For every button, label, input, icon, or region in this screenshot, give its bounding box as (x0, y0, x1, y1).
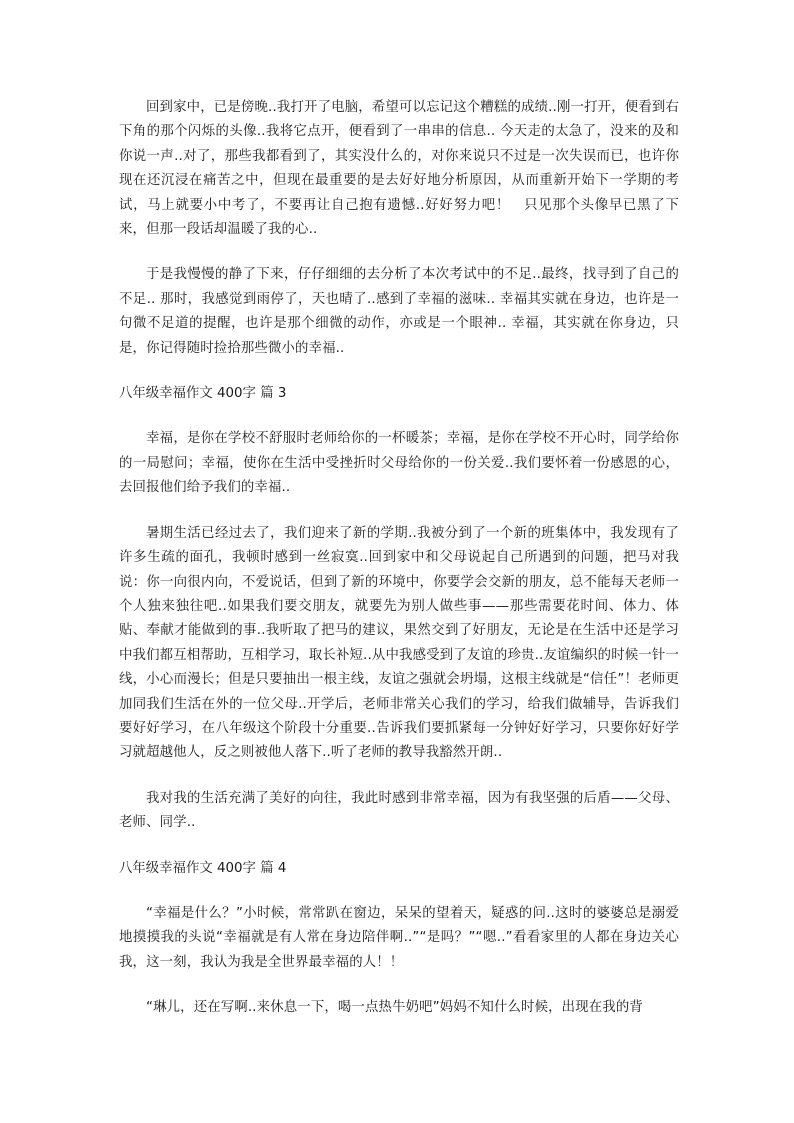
paragraph-spacer (119, 975, 679, 996)
paragraph: “幸福是什么？”小时候，常常趴在窗边，呆呆的望着天，疑惑的问..这时的婆婆总是溺爱地摸摸我的头说“幸福就是有人常在身边陪伴啊..”“是吗？”“嗯..”看看家里的人都在身边关心我，这一刻，我认为我是全世界最幸福的人！！ (119, 905, 679, 970)
section-heading: 八年级幸福作文 400字 篇 4 (119, 860, 287, 876)
paragraph: 回到家中，已是傍晚..我打开了电脑，希望可以忘记这个糟糕的成绩..刚一打开，便看到右下角的那个闪烁的头像..我将它点开，便看到了一串串的信息.. 今天走的太急了，没来的及和你说一声..对了，那些我都看到了，其实没什么的，对你来说只不过是一次失误而已，也许你现在还沉浸在痛苦之中，但现在最重要的是去好好地分析原因，从而重新开始下一学期的考试，马上就要小中考了，不要再让自己抱有遗憾..好好努力吧！ 只见那个头像早已黑了下来，但那一段话却温暖了我的心.. (119, 100, 679, 238)
paragraph-spacer (119, 766, 679, 787)
paragraph-spacer (119, 361, 679, 382)
section-heading: 八年级幸福作文 400字 篇 3 (119, 386, 287, 402)
paragraph-spacer (119, 242, 679, 263)
paragraph: 于是我慢慢的静了下来，仔仔细细的去分析了本次考试中的不足..最终，找寻到了自己的不足.. 那时，我感觉到雨停了，天也晴了..感到了幸福的滋味.. 幸福其实就在身边，也许是一句微不足道的提醒，也许是那个细微的动作，亦或是一个眼神.. 幸福，其实就在你身边，只是，你记得随时捡拾那些微小的幸福.. (119, 267, 679, 356)
paragraph: 幸福，是你在学校不舒服时老师给你的一杯暖茶；幸福，是你在学校不开心时，同学给你的一局慰问；幸福，使你在生活中受挫折时父母给你的一份关爱..我们要怀着一份感恩的心，去回报他们给予我们的幸福.. (119, 431, 679, 496)
paragraph: “琳儿，还在写啊..来休息一下，喝一点热牛奶吧”妈妈不知什么时候，出现在我的背 (146, 1000, 643, 1016)
paragraph-spacer (119, 836, 679, 857)
paragraph-spacer (119, 501, 679, 522)
paragraph: 暑期生活已经过去了，我们迎来了新的学期..我被分到了一个新的班集体中，我发现有了许多生疏的面孔，我顿时感到一丝寂寞..回到家中和父母说起自己所遇到的问题，把马对我说：你一向很内向，不爱说话，但到了新的环境中，你要学会交新的朋友，总不能每天老师一个人独来独往吧..如果我们要交朋友，就要先为别人做些事——那些需要花时间、体力、体贴、奉献才能做到的事..我听取了把马的建议，果然交到了好朋友，无论是在生活中还是学习中我们都互相帮助，互相学习，取长补短..从中我感受到了友谊的珍贵..友谊编织的时候一针一线，小心而漫长；但是只要抽出一根主线，友谊之强就会坍塌，这根主线就是“信任”！老师更加同我们生活在外的一位父母..开学后，老师非常关心我们的学习，给我们做辅导，告诉我们要好好学习，在八年级这个阶段十分重要..告诉我们要抓紧每一分钟好好学习，只要你好好学习就超越他人，反之则被他人落下..听了老师的教导我豁然开朗.. (119, 525, 679, 761)
paragraph-spacer (119, 881, 679, 902)
paragraph-spacer (119, 406, 679, 427)
document-body (119, 96, 679, 1021)
paragraph: 我对我的生活充满了美好的向往，我此时感到非常幸福，因为有我坚强的后盾——父母、老师、同学.. (119, 790, 679, 831)
